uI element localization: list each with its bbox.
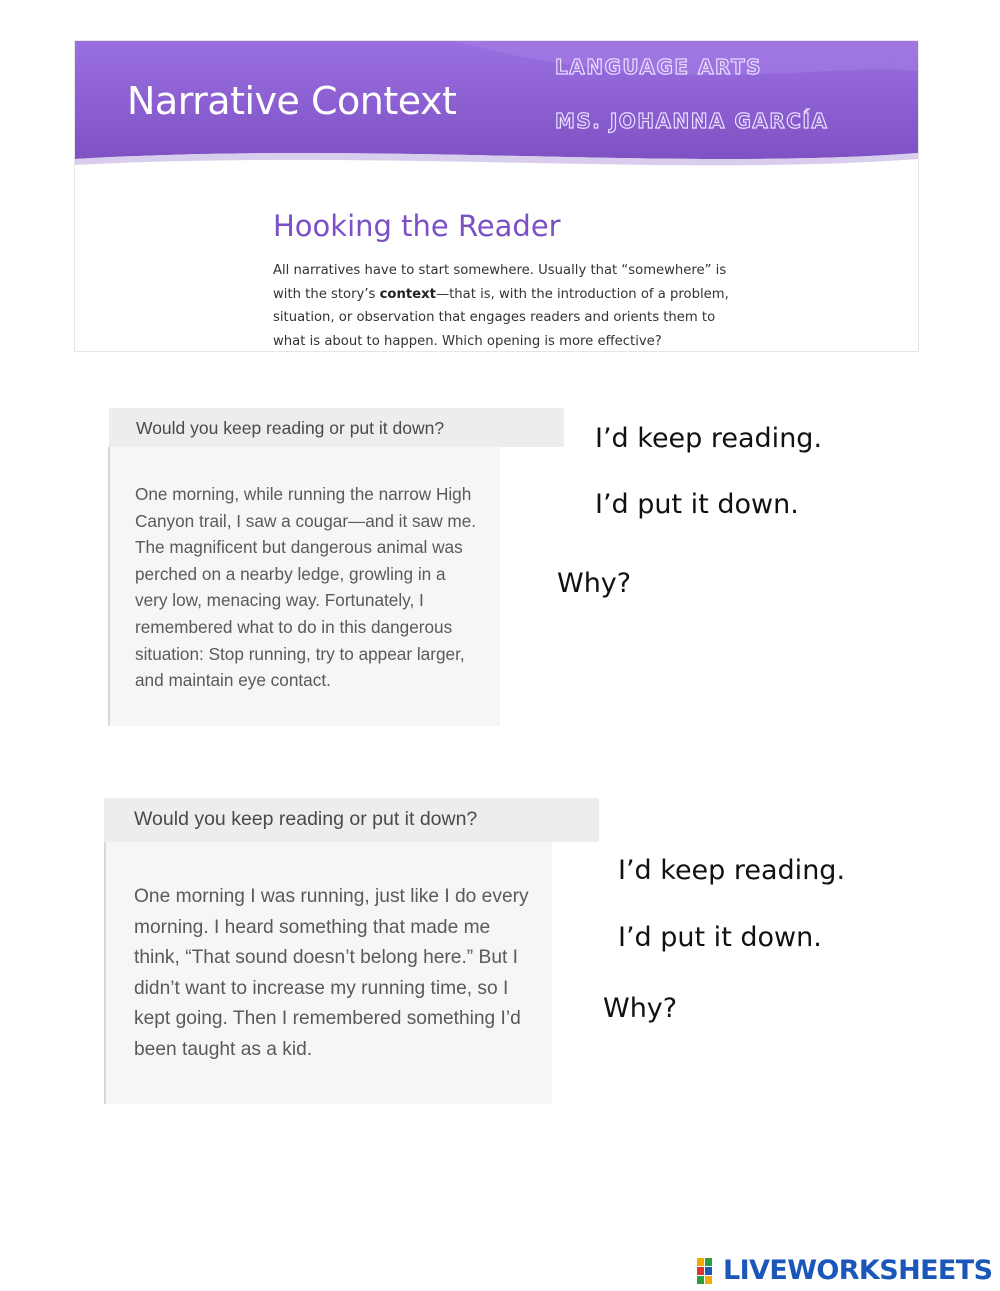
excerpt-1-box (108, 447, 500, 726)
intro-paragraph (273, 259, 733, 352)
excerpt-2-prompt: Would you keep reading or put it down? (104, 798, 599, 842)
title-banner (75, 41, 918, 181)
excerpt-2-box (104, 842, 552, 1104)
subject-label: LANGUAGE ARTS (555, 55, 763, 79)
lesson-header-card (74, 40, 919, 352)
excerpt-1-keep-reading-option[interactable]: I’d keep reading. (595, 423, 823, 454)
excerpt-1-prompt: Would you keep reading or put it down? (109, 408, 564, 447)
logo-text: LIVEWORKSHEETS (723, 1255, 993, 1286)
intro-bold-term: context (379, 286, 436, 302)
section-heading: Hooking the Reader (273, 209, 561, 243)
page-title: Narrative Context (127, 79, 457, 123)
excerpt-1-text: One morning, while running the narrow High Canyon trail, I saw a cougar—and it saw me. The magnificent but dangerous animal was perched on a nearby ledge, growling in a very low, menacing way. Fortunately, I remembered what to do in this dangerous situation: Stop running, try to appear larger, and maintain eye contact. (135, 484, 477, 691)
excerpt-2-text: One morning I was running, just like I do every morning. I heard something that made me think, “That sound doesn’t belong here.” But I didn’t want to increase my running time, so I kept going. Then I remembered something I’d been taught as a kid. (134, 886, 529, 1060)
excerpt-1-put-down-option[interactable]: I’d put it down. (595, 489, 799, 520)
excerpt-2-put-down-option[interactable]: I’d put it down. (618, 922, 822, 953)
logo-blocks-icon (697, 1258, 721, 1284)
teacher-label: MS. JOHANNA GARCÍA (555, 109, 829, 133)
excerpt-2-keep-reading-option[interactable]: I’d keep reading. (618, 855, 846, 886)
excerpt-1-why-label: Why? (557, 568, 632, 599)
excerpt-2-why-label: Why? (603, 993, 678, 1024)
intro-text-start: All narratives have to start somewhere. Usually that “somewhere” is with the story’s (273, 263, 727, 302)
intro-text-end: —that is, with the introduction of a problem, situation, or observation that engages readers and orients them to what is about to happen. Which opening is more effective? (273, 286, 729, 349)
